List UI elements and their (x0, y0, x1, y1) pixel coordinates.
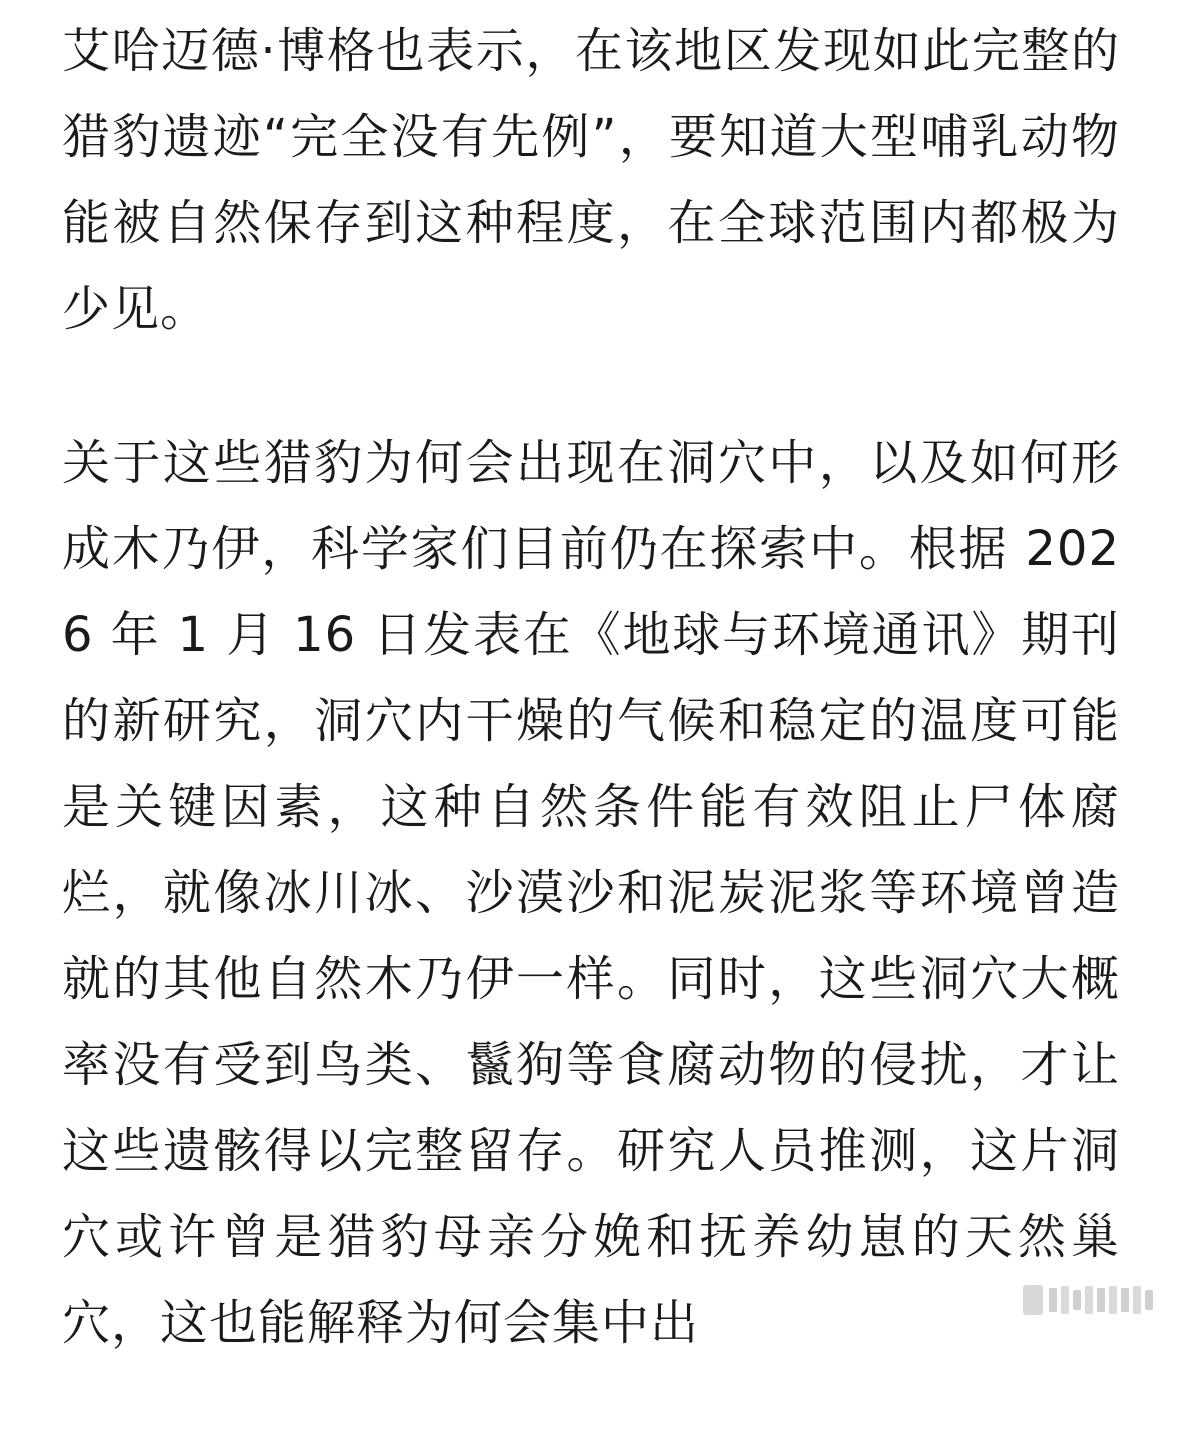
article-paragraph-2: 关于这些猎豹为何会出现在洞穴中，以及如何形成木乃伊，科学家们目前仍在探索中。根据 2026 年 1 月 16 日发表在《地球与环境通讯》期刊的新研究，洞穴内干燥的气候和稳定的温度可能是关键因素，这种自然条件能有效阻止尸体腐烂，就像冰川冰、沙漠沙和泥炭泥浆等环境曾造就的其他自然木乃伊一样。同时，这些洞穴大概率没有受到鸟类、鬣狗等食腐动物的侵扰，才让这些遗骸得以完整留存。研究人员推测，这片洞穴或许曾是猎豹母亲分娩和抚养幼崽的天然巢穴，这也能解释为何会集中出 (62, 435, 1120, 1351)
watermark (1020, 1280, 1158, 1320)
article-paragraph-1: 艾哈迈德·博格也表示，在该地区发现如此完整的猎豹遗迹“完全没有先例”，要知道大型哺乳动物能被自然保存到这种程度，在全球范围内都极为少见。 (62, 23, 1120, 337)
article-body (62, 8, 1120, 1434)
striped-logo-icon (1021, 1282, 1157, 1318)
